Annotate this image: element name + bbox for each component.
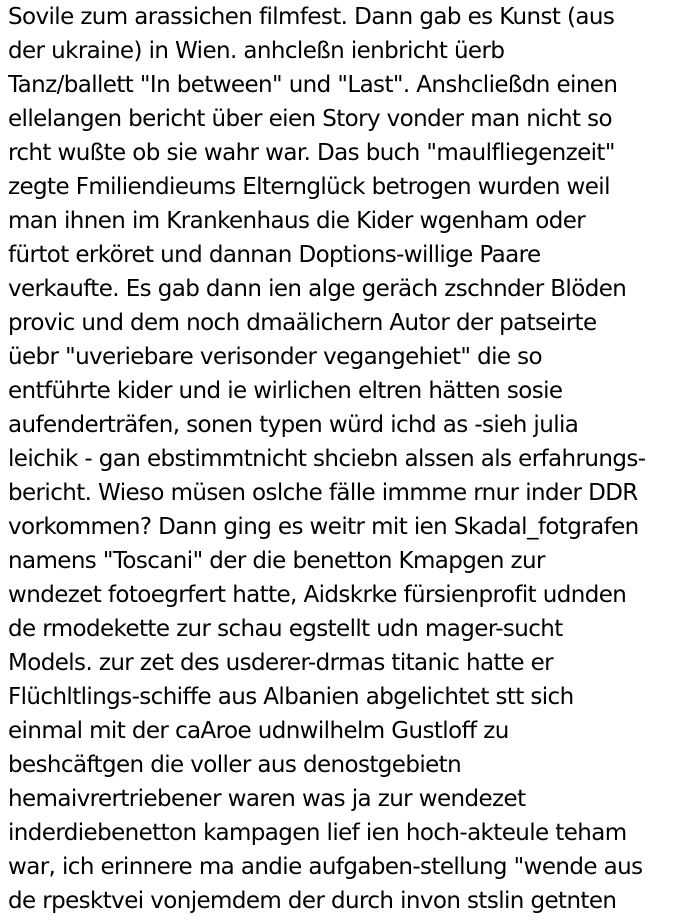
text-line: aufenderträfen, sonen typen würd ichd as -sieh julia xyxy=(8,412,579,438)
document-body xyxy=(8,0,684,920)
text-line: ellelangen bericht über eien Story vonder man nicht so xyxy=(8,106,613,132)
text-line: Models. zur zet des usderer-drmas titanic hatte er xyxy=(8,650,554,676)
text-line: hemaivrertriebener waren was ja zur wendezet xyxy=(8,786,526,812)
text-line: Flüchltlings-schiffe aus Albanien abgelichtet stt sich xyxy=(8,684,574,710)
text-line: war, ich erinnere ma andie aufgaben-stellung "wende aus xyxy=(8,854,643,880)
text-line: wndezet fotoegrfert hatte, Aidskrke fürsienprofit udnden xyxy=(8,582,627,608)
text-line: namens "Toscani" der die benetton Kmapgen zur xyxy=(8,548,545,574)
text-line: zegte Fmiliendieums Elternglück betrogen wurden weil xyxy=(8,174,610,200)
text-line: rcht wußte ob sie wahr war. Das buch "maulfliegenzeit" xyxy=(8,140,615,166)
text-line: de rpesktvei vonjemdem der durch invon stslin getnten xyxy=(8,888,617,914)
text-line: bericht. Wieso müsen oslche fälle immme rnur inder DDR xyxy=(8,480,638,506)
text-line: provic und dem noch dmaälichern Autor der patseirte xyxy=(8,310,597,336)
text-line: verkaufte. Es gab dann ien alge geräch zschnder Blöden xyxy=(8,276,627,302)
text-line: Tanz/ballett "In between" und "Last". Anshcließdn einen xyxy=(8,72,618,98)
text-line: fürtot erköret und dannan Doptions-willige Paare xyxy=(8,242,541,268)
text-line: der ukraine) in Wien. anhcleßn ienbricht üerb xyxy=(8,38,505,64)
text-line: Sovile zum arassichen filmfest. Dann gab es Kunst (aus xyxy=(8,4,615,30)
text-line: vorkommen? Dann ging es weitr mit ien Skadal_fotgrafen xyxy=(8,514,639,540)
text-line: beshcäftgen die voller aus denostgebietn xyxy=(8,752,462,778)
text-line: de rmodekette zur schau egstellt udn mager-sucht xyxy=(8,616,563,642)
text-line: man ihnen im Krankenhaus die Kider wgenham oder xyxy=(8,208,586,234)
text-line: leichik - gan ebstimmtnicht shciebn alssen als erfahrungs- xyxy=(8,446,646,472)
text-line: entführte kider und ie wirlichen eltren hätten sosie xyxy=(8,378,563,404)
text-line: üebr "uveriebare verisonder vegangehiet" die so xyxy=(8,344,542,370)
text-line: einmal mit der caAroe udnwilhelm Gustloff zu xyxy=(8,718,509,744)
text-line: inderdiebenetton kampagen lief ien hoch-akteule teham xyxy=(8,820,627,846)
